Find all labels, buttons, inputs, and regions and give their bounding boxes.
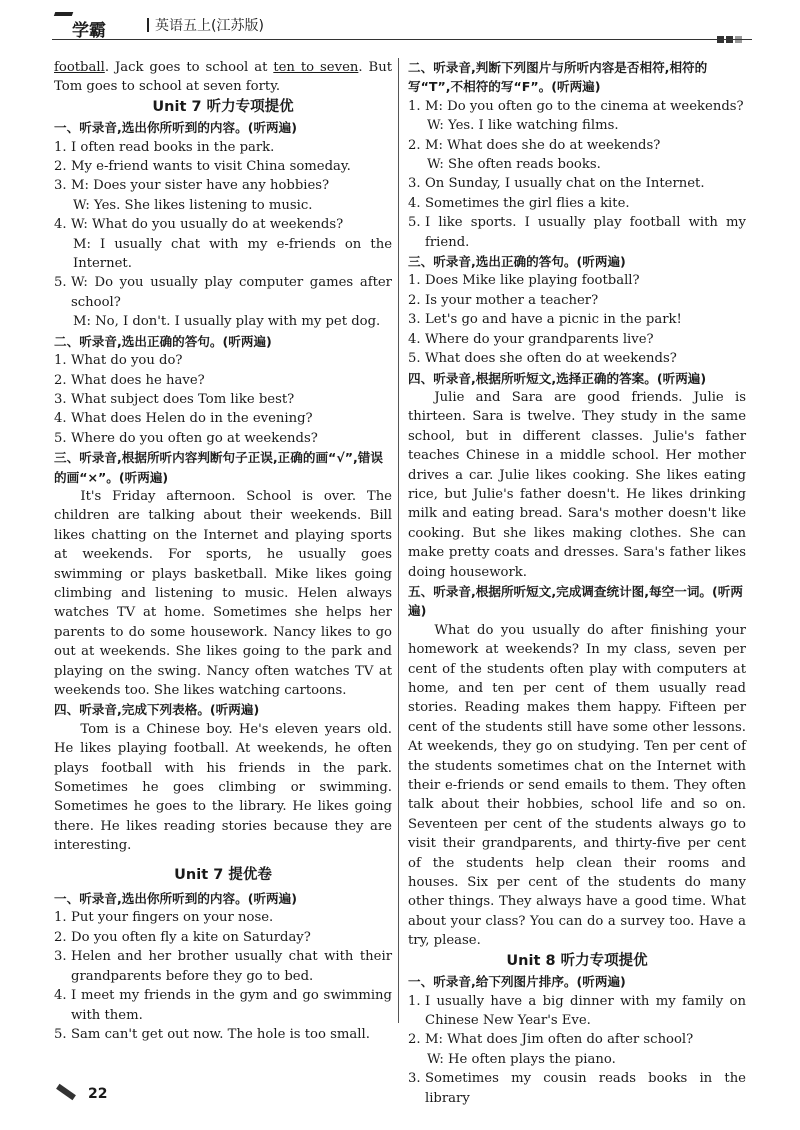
list-item: 5. I like sports. I usually play football with my friend. [408,215,746,250]
unit7-test-title: Unit 7 提优卷 [174,866,272,883]
list-item: 1. What do you do? [54,353,183,369]
section-title: 三、听录音,根据所听内容判断句子正误,正确的画“√”,错误的画“×”。(听两遍) [54,450,383,485]
list-item: 1. I often read books in the park. [54,139,275,155]
column-divider [398,58,399,1023]
section-title: 一、听录音,给下列图片排序。(听两遍) [408,974,626,990]
list-item: 5. Where do you often go at weekends? [54,430,318,446]
section-title: 一、听录音,选出你所听到的内容。(听两遍) [54,891,297,907]
list-item: 4. Sometimes the girl flies a kite. [408,195,630,211]
list-item: 3. Sometimes my cousin reads books in the library [408,1071,746,1106]
header-squares [715,28,742,47]
list-item: 1. I usually have a big dinner with my family on Chinese New Year's Eve. [408,993,746,1028]
list-item: 1. Put your fingers on your nose. [54,910,274,926]
right-column: 二、听录音,判断下列图片与所听内容是否相符,相符的写“T”,不相符的写“F”。(听两遍) 1. M: Do you often go to the cinema at weekends? W: Yes. I like watching films. 2. M: What does she do at weekends? W: She often reads books. 3. On Sunday, I usually chat on the Internet. 4. Sometimes the girl flies a kite. 5. I like sports. I usually play football with my friend. 三、听录音,选出正确的答句。(听两遍) 1. Does Mike like playing football? 2. Is your mother a teacher? 3. Let's go and have a picnic in the park! 4. Where do your grandparents live? 5. What does she often do at weekends? 四、听录音,根据所听短文,选择正确的答案。(听两遍) Julie and Sara are good friends. Julie is thirteen. Sara is twelve. They study in the same school, but in different classes. Julie's father teaches Chinese in a middle school. Her mother drives a car. Julie likes cooking. She likes eating rice, but Julie's father doesn't. He likes drinking milk and eating bread. Sara's mother doesn't like cooking. But she likes making clothes. She can make pretty coats and dresses. Sara's father likes doing housework. 五、听录音,根据所听短文,完成调查统计图,每空一词。(听两遍) What do you usually do after finishing your homework at weekends? In my class, seven per cent of the students often play with computers at home, and ten per cent of them usually read stories. Reading makes them happy. Fifteen per cent of the students still have some other lessons. At weekends, they go on studying. Ten per cent of the students sometimes chat on the Internet with their e-friends or send emails to them. They often talk about their hobbies, school life and so on. Seventeen per cent of the students always go to visit their grandparents, and thirty-five per cent of the students help clean their rooms and houses. Six per cent of the students do many other things. They always have a good time. What about your class? You can do a survey too. Have a try, please. Unit 8 听力专项提优 一、听录音,给下列图片排序。(听两遍) 1. I usually have a big dinner with my family on Chinese New Year's Eve. 2. M: What does Jim often do after school? W: He often plays the piano. 3. Sometimes my cousin reads books in the library [408,58,746,1108]
list-item: 1. Does Mike like playing football? [408,273,640,289]
passage: Tom is a Chinese boy. He's eleven years old. He likes playing football. At weekends, he often plays football with his friends in the park. Sometimes he goes climbing or swimming. Sometimes he goes to the library. He likes going there. He likes reading stories because they are interesting. [54,721,392,854]
unit7-listening-title: Unit 7 听力专项提优 [152,98,294,115]
brand-logo: 学霸 [52,12,106,41]
intro-line: football. Jack goes to school at ten to seven. But Tom goes to school at seven forty. [54,60,392,95]
list-item: 2. My e-friend wants to visit China someday. [54,159,351,175]
page-footer [56,1086,107,1102]
section-title: 五、听录音,根据所听短文,完成调查统计图,每空一词。(听两遍) [408,583,743,619]
list-item: 2. What does he have? [54,372,205,388]
list-item: 5. W: Do you usually play computer games after school? [54,275,392,310]
list-item: 1. M: Do you often go to the cinema at weekends? [408,98,744,114]
section-title: 一、听录音,选出你所听到的内容。(听两遍) [54,120,297,136]
unit8-listening-title: Unit 8 听力专项提优 [506,952,648,969]
list-item: 2. Is your mother a teacher? [408,292,599,308]
pencil-icon [56,1084,76,1100]
passage: What do you usually do after finishing your homework at weekends? In my class, seven per cent of the students often play with computers at home, and ten per cent of them usually read stories. Reading makes them happy. Fifteen per cent of the students still have some other lessons. At weekends, they go on studying. Ten per cent of the students sometimes chat on the Internet with their e-friends or send emails to them. They often talk about their hobbies, school life and so on. Seventeen per cent of the students always go to visit their grandparents, and thirty-five per cent of the students help clean their rooms and houses. Six per cent of the students do many other things. They always have a good time. What about your class? You can do a survey too. Have a try, please. [408,622,746,949]
list-item: 3. M: Does your sister have any hobbies? [54,178,330,194]
list-item: 3. Let's go and have a picnic in the park! [408,312,682,328]
list-item: 4. Where do your grandparents live? [408,331,654,347]
list-item: 3. On Sunday, I usually chat on the Internet. [408,176,705,192]
passage: Julie and Sara are good friends. Julie is thirteen. Sara is twelve. They study in the same school, but in different classes. Julie's father teaches Chinese in a middle school. Her mother drives a car. Julie likes cooking. She likes eating rice, but Julie's father doesn't. He likes drinking milk and eating bread. Sara's mother doesn't like cooking. But she likes making clothes. She can make pretty coats and dresses. Sara's father likes doing housework. [408,389,746,580]
left-column: football. Jack goes to school at ten to seven. But Tom goes to school at seven forty. Unit 7 听力专项提优 一、听录音,选出你所听到的内容。(听两遍) 1. I often read books in the park. 2. My e-friend wants to visit China someday. 3. M: Does your sister have any hobbies? W: Yes. She likes listening to music. 4. W: What do you usually do at weekends? M: I usually chat with my e-friends on the Internet. 5. W: Do you usually play computer games after school? M: No, I don't. I usually play with my pet dog. 二、听录音,选出正确的答句。(听两遍) 1. What do you do? 2. What does he have? 3. What subject does Tom like best? 4. What does Helen do in the evening? 5. Where do you often go at weekends? 三、听录音,根据所听内容判断句子正误,正确的画“√”,错误的画“×”。(听两遍) It's Friday afternoon. School is over. The children are talking about their weekends. Bill likes chatting on the Internet and playing sports at weekends. For sports, he usually goes swimming or plays basketball. Mike likes going climbing and listening to music. Helen always watches TV at home. Sometimes she helps her parents to do some housework. Nancy likes to go out at weekends. She likes going to the park and playing on the swing. Nancy often watches TV at weekends too. She likes watching cartoons. 四、听录音,完成下列表格。(听两遍) Tom is a Chinese boy. He's eleven years old. He likes playing football. At weekends, he often plays football with his friends in the park. Sometimes he goes climbing or swimming. Sometimes he goes to the library. He likes going there. He likes reading stories because they are interesting. Unit 7 提优卷 一、听录音,选出你所听到的内容。(听两遍) 1. Put your fingers on your nose. 2. Do you often fly a kite on Saturday? 3. Helen and her brother usually chat with their grandparents before they go to bed. 4. I meet my friends in the gym and go swimming with them. 5. Sam can't get out now. The hole is too small. [54,58,392,1044]
list-item: 4. W: What do you usually do at weekends? [54,217,344,233]
list-item: 2. Do you often fly a kite on Saturday? [54,929,311,945]
section-title: 四、听录音,根据所听短文,选择正确的答案。(听两遍) [408,370,707,386]
list-item: 4. What does Helen do in the evening? [54,411,313,427]
graduation-cap-icon [49,12,74,30]
list-item: 5. Sam can't get out now. The hole is too small. [54,1026,370,1042]
section-title: 四、听录音,完成下列表格。(听两遍) [54,702,260,718]
list-item: 3. What subject does Tom like best? [54,391,295,407]
section-title: 二、听录音,判断下列图片与所听内容是否相符,相符的写“T”,不相符的写“F”。(听两遍) [408,60,708,95]
list-item: 5. What does she often do at weekends? [408,351,677,367]
list-item: 2. M: What does Jim often do after school? [408,1032,694,1048]
page-number: 22 [88,1086,108,1102]
passage: It's Friday afternoon. School is over. The children are talking about their weekends. Bill likes chatting on the Internet and playing sports at weekends. For sports, he usually goes swimming or plays basketball. Mike likes going climbing and listening to music. Helen always watches TV at home. Sometimes she helps her parents to do some housework. Nancy likes to go out at weekends. She likes going to the park and playing on the swing. Nancy often watches TV at weekends too. She likes watching cartoons. [54,488,392,698]
page-header [52,8,752,42]
list-item: 3. Helen and her brother usually chat with their grandparents before they go to bed. [54,949,392,984]
list-item: 2. M: What does she do at weekends? [408,137,661,153]
list-item: 4. I meet my friends in the gym and go swimming with them. [54,988,392,1023]
section-title: 三、听录音,选出正确的答句。(听两遍) [408,254,626,270]
book-title: 英语五上(江苏版) [147,15,264,35]
section-title: 二、听录音,选出正确的答句。(听两遍) [54,333,272,349]
